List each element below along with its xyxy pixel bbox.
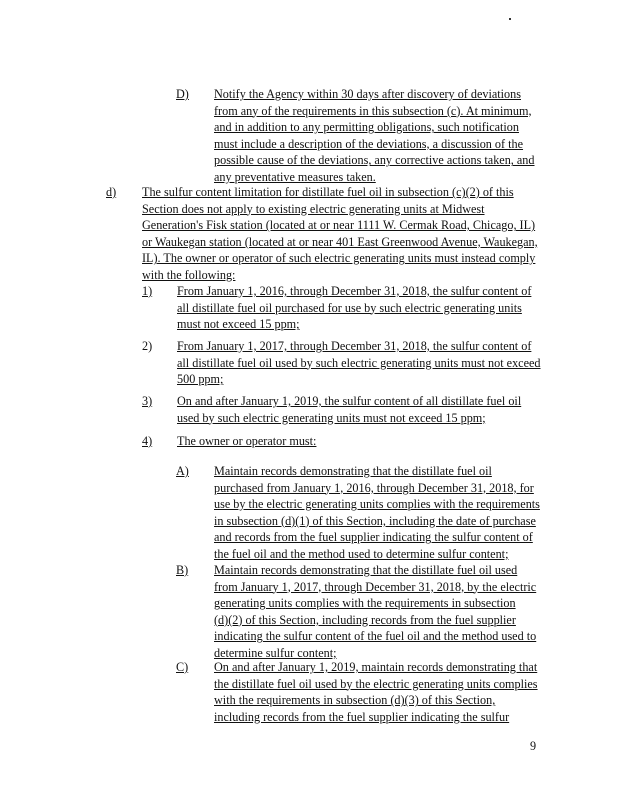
item-label-2: 2) bbox=[142, 339, 153, 353]
page-number: 9 bbox=[530, 739, 537, 753]
item-label-4A: A) bbox=[176, 464, 189, 478]
paragraph-line: from any of the requirements in this subsection (c). At minimum, bbox=[214, 103, 532, 118]
paragraph-line: must not exceed 15 ppm; bbox=[177, 317, 300, 332]
scan-mark bbox=[509, 18, 511, 20]
paragraph-4B bbox=[214, 562, 536, 662]
paragraph-line: including records from the fuel supplier indicating the sulfur bbox=[214, 709, 510, 724]
item-label-4: 4) bbox=[142, 434, 153, 448]
paragraph-line: On and after January 1, 2019, the sulfur content of all distillate fuel oil bbox=[177, 394, 522, 408]
paragraph-line: From January 1, 2016, through December 31, 2018, the sulfur content of bbox=[177, 284, 532, 298]
paragraph-line: use by the electric generating units complies with the requirements bbox=[214, 497, 540, 512]
paragraph-line: indicating the sulfur content of the fuel oil and the method used to bbox=[214, 629, 537, 644]
paragraph-line: The owner or operator must: bbox=[177, 434, 317, 448]
paragraph-4 bbox=[177, 433, 316, 450]
paragraph-line: and in addition to any permitting obligations, such notification bbox=[214, 120, 519, 135]
paragraph-line: with the requirements in subsection (d)(3) of this Section, bbox=[214, 693, 496, 708]
paragraph-line: determine sulfur content; bbox=[214, 645, 337, 660]
item-label-4C: C) bbox=[176, 660, 189, 674]
paragraph-line: Notify the Agency within 30 days after discovery of deviations bbox=[214, 87, 521, 101]
paragraph-line: generating units complies with the requirements in subsection bbox=[214, 596, 516, 611]
paragraph-line: and records from the fuel supplier indicating the sulfur content of bbox=[214, 530, 533, 545]
paragraph-line: 500 ppm; bbox=[177, 372, 224, 387]
paragraph-line: Maintain records demonstrating that the distillate fuel oil used bbox=[214, 563, 518, 577]
paragraph-line: On and after January 1, 2019, maintain records demonstrating that bbox=[214, 660, 538, 674]
paragraph-line: From January 1, 2017, through December 31, 2018, the sulfur content of bbox=[177, 339, 532, 353]
item-label-4B: B) bbox=[176, 563, 189, 577]
paragraph-3 bbox=[177, 393, 521, 426]
paragraph-line: from January 1, 2017, through December 31, 2018, by the electric bbox=[214, 579, 537, 594]
paragraph-line: all distillate fuel oil purchased for use by such electric generating units bbox=[177, 300, 522, 315]
item-label-3D: D) bbox=[176, 87, 189, 101]
paragraph-line: any preventative measures taken. bbox=[214, 169, 376, 184]
paragraph-line: or Waukegan station (located at or near 401 East Greenwood Avenue, Waukegan, bbox=[142, 234, 538, 249]
paragraph-line: must include a description of the deviations, a discussion of the bbox=[214, 136, 524, 151]
paragraph-line: Maintain records demonstrating that the distillate fuel oil bbox=[214, 464, 492, 478]
paragraph-line: IL). The owner or operator of such electric generating units must instead comply bbox=[142, 251, 536, 266]
paragraph-line: possible cause of the deviations, any corrective actions taken, and bbox=[214, 153, 535, 168]
item-label-d: d) bbox=[106, 185, 117, 199]
paragraph-line: (d)(2) of this Section, including records from the fuel supplier bbox=[214, 612, 516, 627]
paragraph-line: Section does not apply to existing electric generating units at Midwest bbox=[142, 201, 485, 216]
paragraph-line: used by such electric generating units must not exceed 15 ppm; bbox=[177, 410, 486, 425]
paragraph-line: purchased from January 1, 2016, through December 31, 2018, for bbox=[214, 480, 534, 495]
paragraph-line: Generation's Fisk station (located at or near 1111 W. Cermak Road, Chicago, IL) bbox=[142, 218, 536, 233]
paragraph-line: all distillate fuel oil used by such electric generating units must not exceed bbox=[177, 355, 541, 370]
paragraph-2 bbox=[177, 338, 541, 388]
paragraph-1 bbox=[177, 283, 531, 333]
item-label-3: 3) bbox=[142, 394, 153, 408]
paragraph-line: the distillate fuel oil used by the electric generating units complies bbox=[214, 676, 538, 691]
paragraph-line: with the following: bbox=[142, 267, 236, 282]
paragraph-4A bbox=[214, 463, 540, 563]
paragraph-d bbox=[142, 184, 538, 284]
paragraph-4C bbox=[214, 659, 538, 725]
paragraph-line: the fuel oil and the method used to determine sulfur content; bbox=[214, 546, 509, 561]
paragraph-line: The sulfur content limitation for distillate fuel oil in subsection (c)(2) of this bbox=[142, 185, 514, 199]
item-label-1: 1) bbox=[142, 284, 153, 298]
paragraph-3D bbox=[214, 86, 535, 186]
paragraph-line: in subsection (d)(1) of this Section, including the date of purchase bbox=[214, 513, 536, 528]
